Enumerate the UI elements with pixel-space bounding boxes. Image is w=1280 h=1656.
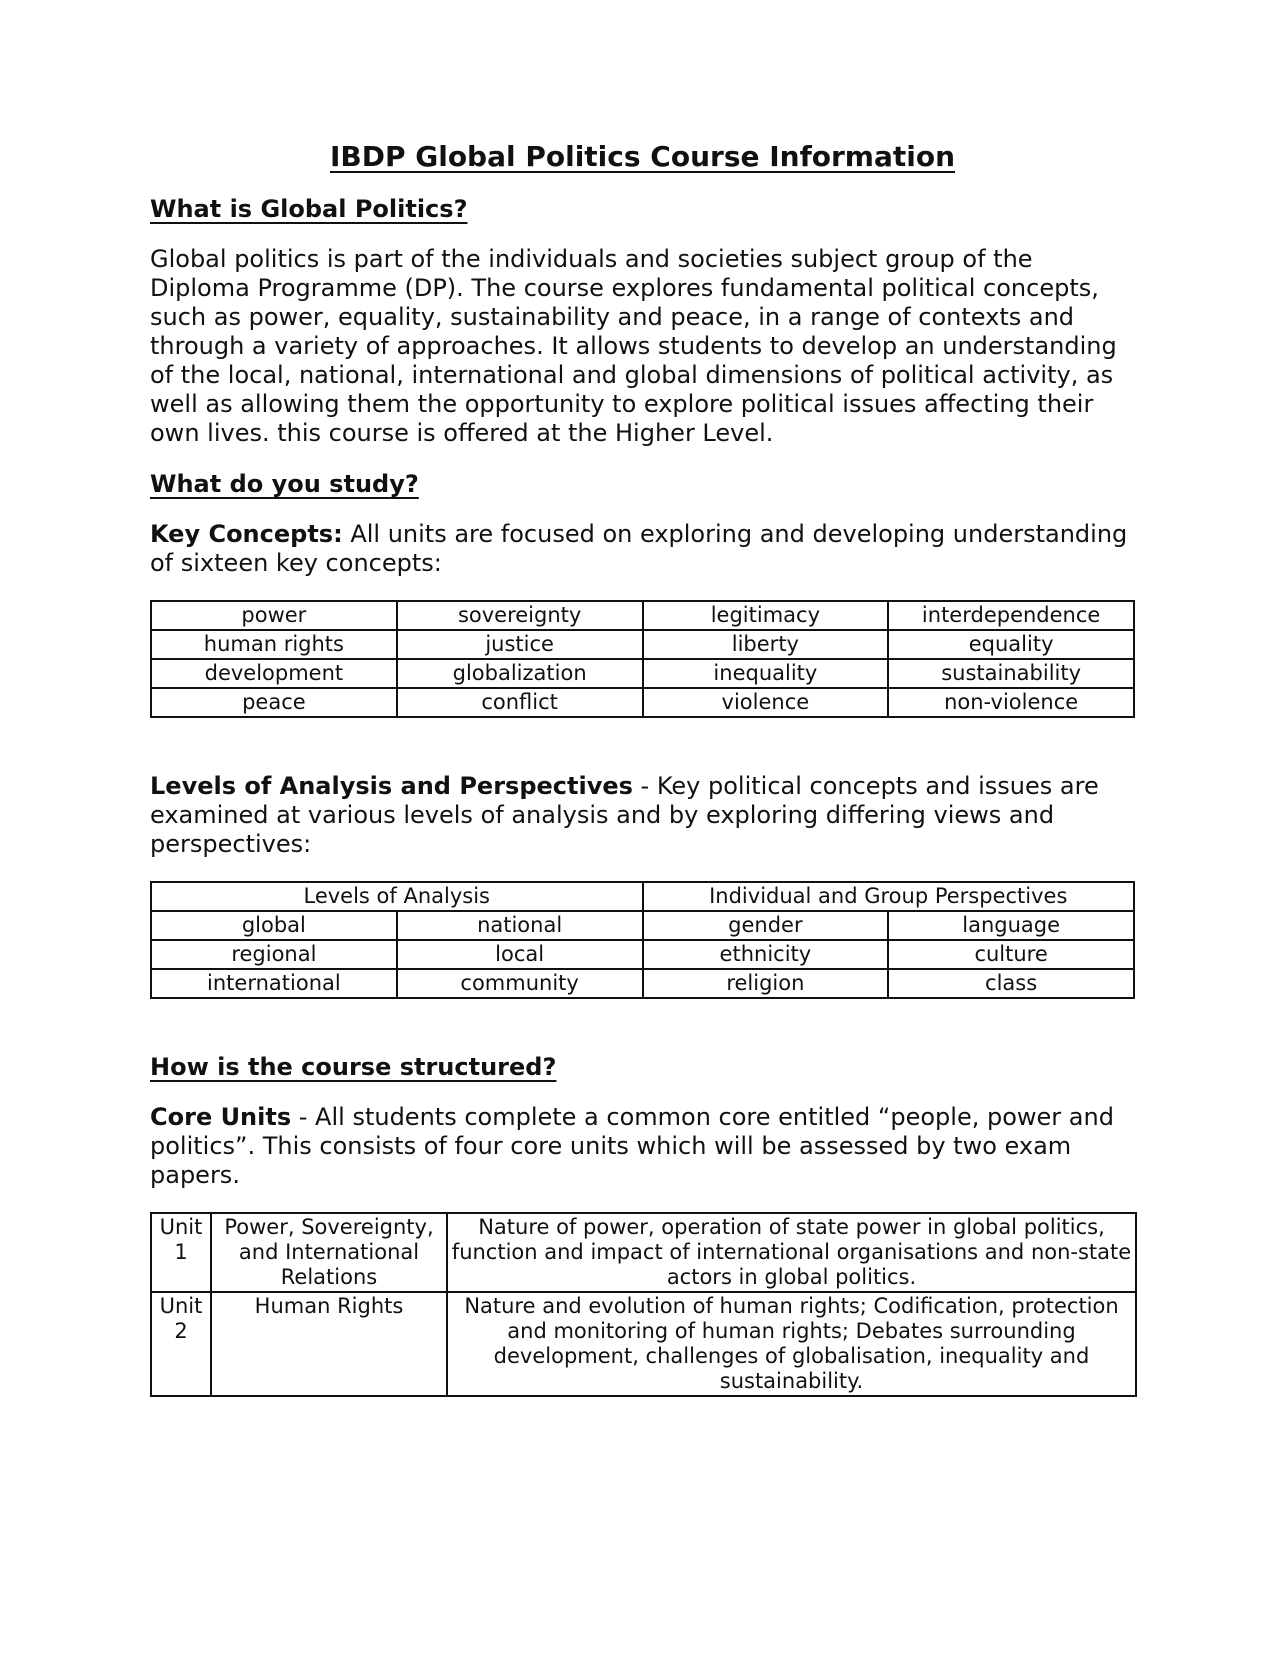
unit-title-cell: Power, Sovereignty, and International Relations	[211, 1213, 447, 1292]
table-row	[151, 688, 1134, 717]
unit-number-cell: Unit 1	[151, 1213, 211, 1292]
table-cell: national	[397, 911, 643, 940]
table-cell: culture	[888, 940, 1134, 969]
table-header-row	[151, 882, 1134, 911]
levels-label: Levels of Analysis and Perspectives	[150, 772, 633, 800]
table-cell: human rights	[151, 630, 397, 659]
table-cell: gender	[643, 911, 889, 940]
unit-description-cell: Nature and evolution of human rights; Codification, protection and monitoring of human rights; Debates surrounding development, challenges of globalisation, inequality and sustainability.	[447, 1292, 1136, 1396]
table-cell: inequality	[643, 659, 889, 688]
table-row	[151, 969, 1134, 998]
heading-structure: How is the course structured?	[150, 1053, 557, 1081]
table-row	[151, 940, 1134, 969]
table-cell: violence	[643, 688, 889, 717]
heading-what-study: What do you study?	[150, 470, 419, 498]
table-header-cell: Individual and Group Perspectives	[643, 882, 1135, 911]
paragraph-key-concepts	[150, 520, 1135, 578]
table-cell: local	[397, 940, 643, 969]
table-cell: community	[397, 969, 643, 998]
table-cell: international	[151, 969, 397, 998]
table-cell: sovereignty	[397, 601, 643, 630]
unit-number-cell: Unit 2	[151, 1292, 211, 1396]
levels-table	[150, 881, 1135, 999]
table-row	[151, 630, 1134, 659]
table-cell: religion	[643, 969, 889, 998]
page-title: IBDP Global Politics Course Information	[329, 140, 956, 173]
table-cell: legitimacy	[643, 601, 889, 630]
table-cell: regional	[151, 940, 397, 969]
concepts-table	[150, 600, 1135, 718]
table-cell: globalization	[397, 659, 643, 688]
core-units-label: Core Units	[150, 1103, 292, 1131]
table-cell: development	[151, 659, 397, 688]
table-cell: ethnicity	[643, 940, 889, 969]
table-cell: justice	[397, 630, 643, 659]
table-cell: global	[151, 911, 397, 940]
table-row	[151, 659, 1134, 688]
table-cell: non-violence	[888, 688, 1134, 717]
paragraph-what-is: Global politics is part of the individuals and societies subject group of the Diploma Programme (DP). The course explores fundamental political concepts, such as power, equality, sustainability and peace, in a range of contexts and through a variety of approaches. It allows students to develop an understanding of the local, national, international and global dimensions of political activity, as well as allowing them the opportunity to explore political issues affecting their own lives. this course is offered at the Higher Level.	[150, 245, 1117, 447]
table-cell: language	[888, 911, 1134, 940]
table-cell: liberty	[643, 630, 889, 659]
table-row	[151, 1292, 1136, 1396]
units-table	[150, 1212, 1137, 1397]
table-cell: power	[151, 601, 397, 630]
key-concepts-label: Key Concepts:	[150, 520, 343, 548]
unit-description-cell: Nature of power, operation of state power in global politics, function and impact of international organisations and non-state actors in global politics.	[447, 1213, 1136, 1292]
levels-text: - Key political concepts and issues are examined at various levels of analysis and by exploring differing views and perspectives:	[150, 772, 1099, 858]
key-concepts-text: All units are focused on exploring and developing understanding of sixteen key concepts:	[150, 520, 1128, 577]
table-cell: equality	[888, 630, 1134, 659]
table-header-cell: Levels of Analysis	[151, 882, 643, 911]
table-cell: sustainability	[888, 659, 1134, 688]
table-row	[151, 601, 1134, 630]
table-cell: peace	[151, 688, 397, 717]
table-cell: interdependence	[888, 601, 1134, 630]
heading-what-is: What is Global Politics?	[150, 195, 468, 223]
paragraph-levels	[150, 772, 1135, 859]
table-row	[151, 911, 1134, 940]
document-page	[150, 140, 1135, 1397]
table-cell: class	[888, 969, 1134, 998]
unit-title-cell: Human Rights	[211, 1292, 447, 1396]
table-cell: conflict	[397, 688, 643, 717]
table-row	[151, 1213, 1136, 1292]
paragraph-core-units	[150, 1103, 1135, 1190]
core-units-text: - All students complete a common core entitled “people, power and politics”. This consists of four core units which will be assessed by two exam papers.	[150, 1103, 1114, 1189]
